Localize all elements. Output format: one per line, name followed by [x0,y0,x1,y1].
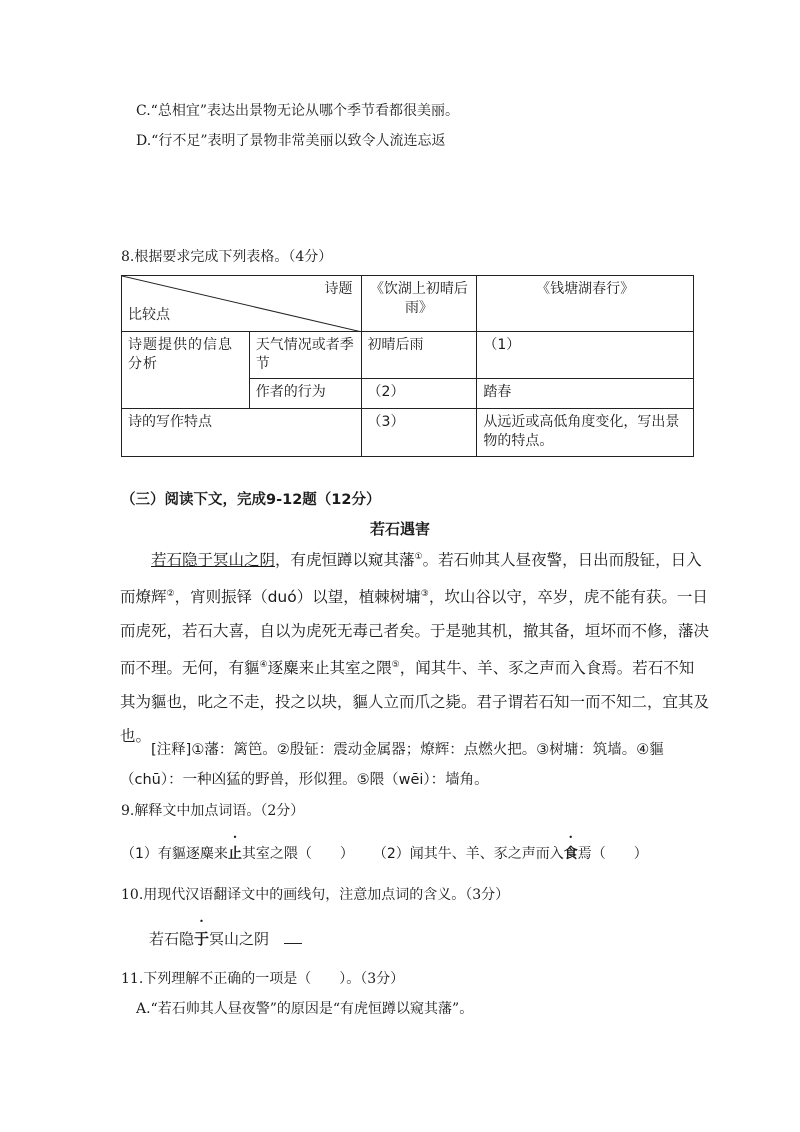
row-sub-weather: 天气情况或者季节 [249,332,361,379]
header-poem-label: 诗题 [324,281,353,297]
passage-line: 而不理。无何，有貙④逐麋来止其室之隈⑤，闻其牛、羊、豕之声而入食焉。若石不知 [120,659,695,678]
table-row [122,409,694,457]
note-line: （chū）：一种凶猛的野兽，形似狸。⑤隈（wēi）：墙角。 [120,772,489,788]
passage-line: 而燎辉②，宵则振铎（duó）以望，植棘树墉③，坎山谷以守，卒岁，虎不能有获。一日 [120,588,708,607]
q7-option-c: C.“总相宜”表达出景物无论从哪个季节看都很美丽。 [136,103,459,119]
table-header-diagonal-cell [122,276,362,332]
row-sub-action: 作者的行为 [249,379,361,409]
cell-writing-poem1: （3） [361,409,477,457]
answer-blank[interactable] [284,931,302,944]
dotted-char: 食 [563,846,578,862]
cell-action-poem2: 踏春 [477,379,694,409]
passage-notes [120,735,692,795]
dotted-char: 于 [194,930,210,948]
passage-line: 而虎死，若石大喜，自以为虎死无毒己者矣。于是驰其机，撤其备，垣坏而不修，藩决 [120,622,710,641]
row-writing-label: 诗的写作特点 [122,409,362,457]
passage-line: 其为貙也，叱之不走，投之以块，貙人立而爪之毙。君子谓若石知一而不知二，宜其及 [120,693,710,712]
passage-line: 也。 [120,727,152,746]
q7-option-d: D.“行不足”表明了景物非常美丽以致令人流连忘返 [136,133,446,149]
underlined-sentence: 若石隐于冥山之阴 [151,551,276,570]
cell-writing-poem2: 从远近或高低角度变化，写出景物的特点。 [477,409,694,457]
header-poem1: 《饮湖上初晴后雨》 [361,276,477,332]
cell-weather-poem1: 初晴后雨 [361,332,477,379]
q10-title: 10.用现代汉语翻译文中的画线句，注意加点词的含义。（3分） [121,887,510,903]
comparison-table [121,275,694,457]
q11-title: 11.下列理解不正确的一项是（ ）。（3分） [121,971,405,987]
row-group-label: 诗题提供的信息分析 [122,332,250,409]
cell-weather-poem2: （1） [477,332,694,379]
q9-items: （1）有貙逐麋来止其室之隈（ ） （2）闻其牛、羊、豕之声而入食焉（ ） [121,846,648,862]
passage-line: 若石隐于冥山之阴，有虎恒蹲以窥其藩①。若石帅其人昼夜警，日出而殷钲，日入 [151,551,702,570]
header-compare-label: 比较点 [128,307,170,323]
q11-option-a: A.“若石帅其人昼夜警”的原因是“有虎恒蹲以窥其藩”。 [136,1001,474,1017]
header-poem2: 《钱塘湖春行》 [477,276,694,332]
q10-sentence: 若石隐于冥山之阴 [149,928,302,949]
dotted-char: 止 [227,846,242,862]
cell-action-poem1: （2） [361,379,477,409]
passage-body [120,540,710,753]
table-row [122,332,694,379]
q9-title: 9.解释文中加点词语。（2分） [121,803,305,819]
table-header-row [122,276,694,332]
passage-title: 若石遇害 [369,520,430,538]
section3-heading: （三）阅读下文，完成9-12题（12分） [121,492,381,508]
q8-title: 8.根据要求完成下列表格。（4分） [121,249,333,265]
note-line: [注释]①藩：篱笆。②殷钲：震动金属器；燎辉：点燃火把。③树墉：筑墙。④貙 [151,742,664,758]
